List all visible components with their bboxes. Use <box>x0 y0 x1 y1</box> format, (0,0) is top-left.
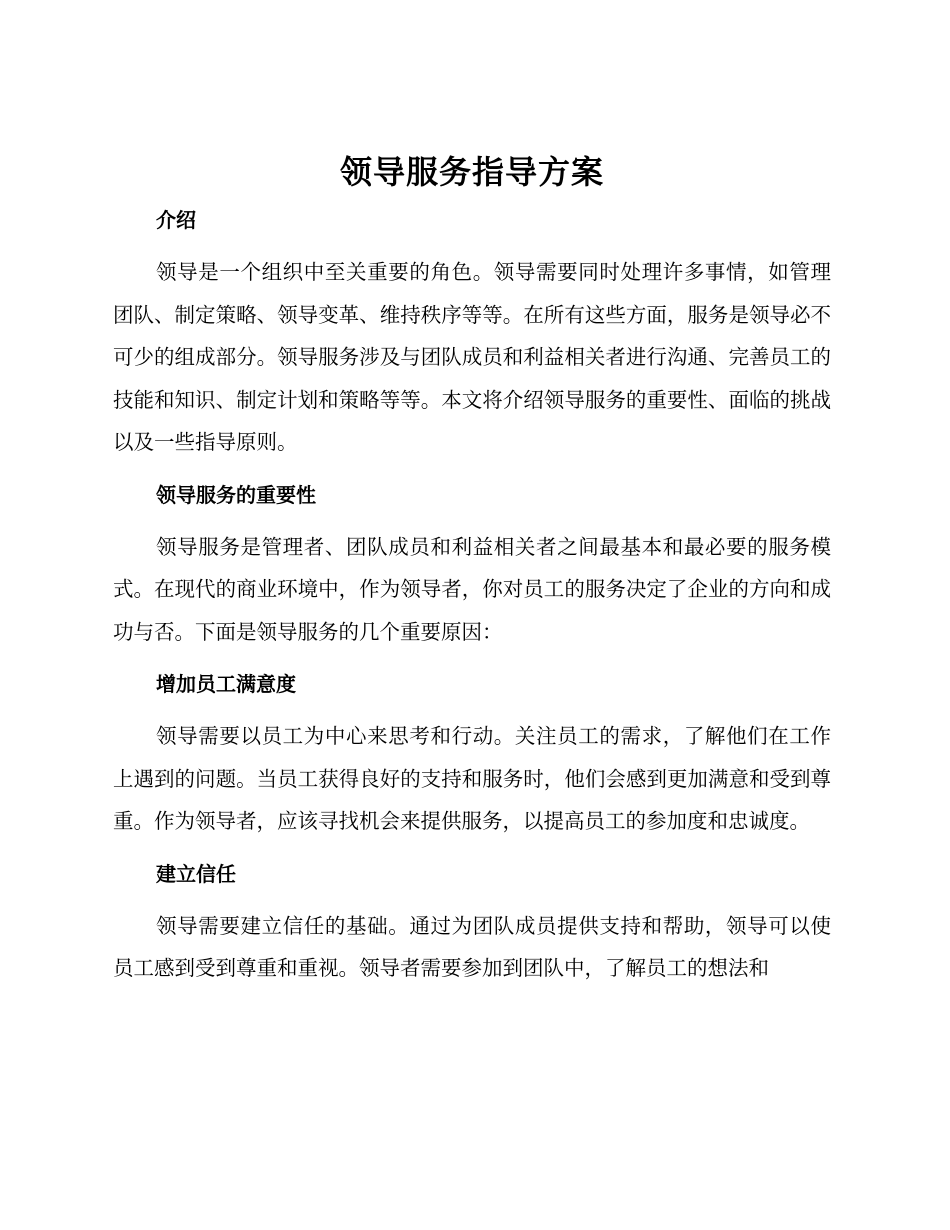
section-heading-importance: 领导服务的重要性 <box>156 482 316 507</box>
section-heading-introduction: 介绍 <box>156 208 196 232</box>
section-paragraph-introduction: 领导是一个组织中至关重要的角色。领导需要同时处理许多事情，如管理团队、制定策略、领导变革、维持秩序等等。在所有这些方面，服务是领导必不可少的组成部分。领导服务涉及与团队成员和利益相关者进行沟通、完善员工的技能和知识、制定计划和策略等等。本文将介绍领导服务的重要性、面临的挑战以及一些指导原则。 <box>113 260 831 454</box>
section-paragraph-importance: 领导服务是管理者、团队成员和利益相关者之间最基本和最必要的服务模式。在现代的商业环境中，作为领导者，你对员工的服务决定了企业的方向和成功与否。下面是领导服务的几个重要原因： <box>113 534 831 644</box>
section-paragraph-build-trust: 领导需要建立信任的基础。通过为团队成员提供支持和帮助，领导可以使员工感到受到尊重和重视。领导者需要参加到团队中，了解员工的想法和 <box>113 913 831 980</box>
section-heading-build-trust: 建立信任 <box>156 861 236 886</box>
document-body <box>113 150 831 1001</box>
document-title: 领导服务指导方案 <box>339 153 604 191</box>
section-heading-employee-satisfaction: 增加员工满意度 <box>156 672 296 696</box>
section-paragraph-employee-satisfaction: 领导需要以员工为中心来思考和行动。关注员工的需求，了解他们在工作上遇到的问题。当员工获得良好的支持和服务时，他们会感到更加满意和受到尊重。作为领导者，应该寻找机会来提供服务，以提高员工的参加度和忠诚度。 <box>113 724 831 833</box>
